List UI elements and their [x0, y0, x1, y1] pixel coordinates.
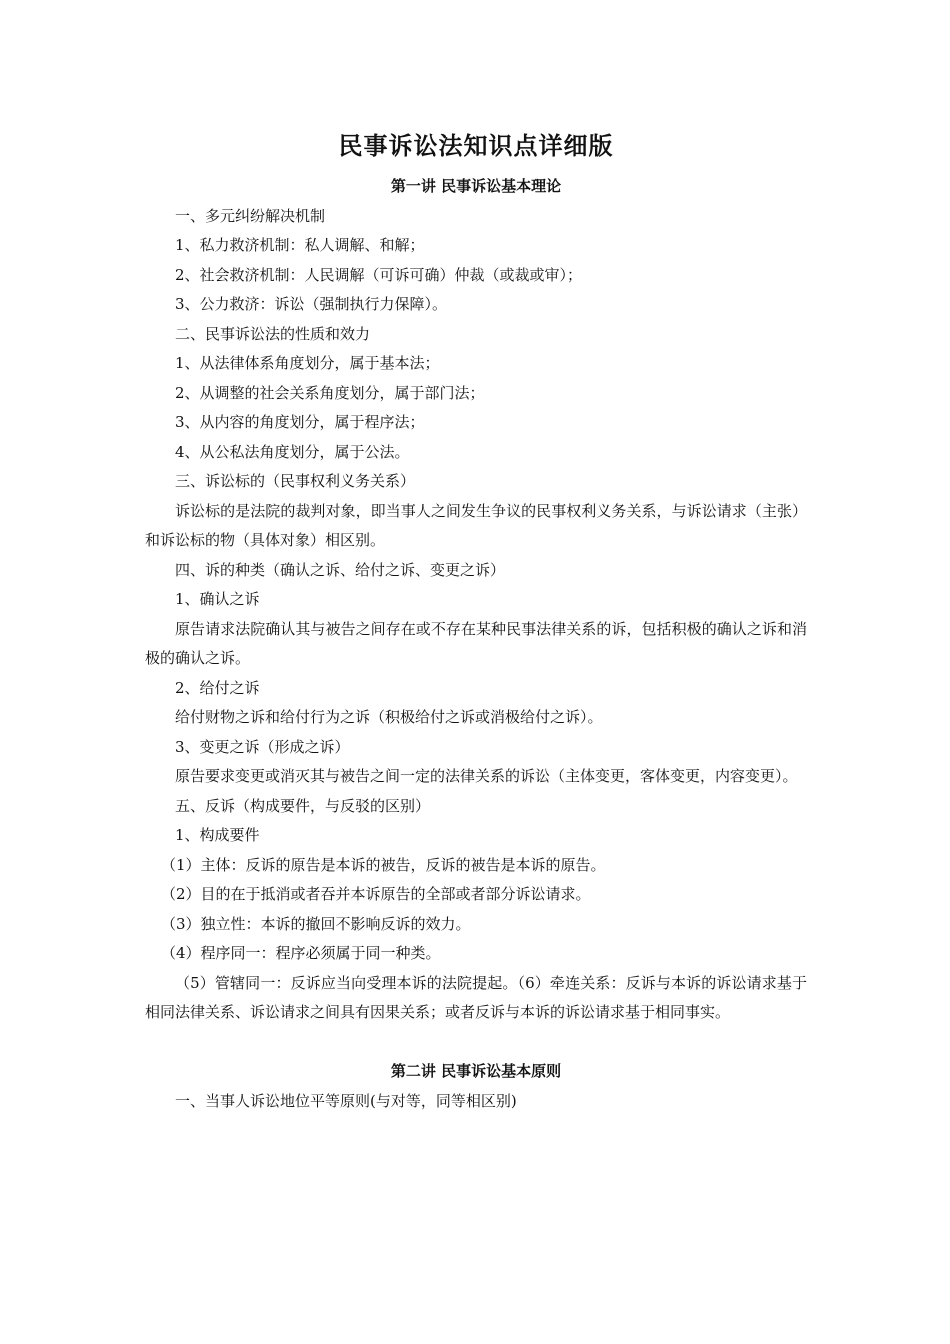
section-5-heading: 五、反诉（构成要件，与反驳的区别） — [175, 796, 431, 815]
paragraph: 2、从调整的社会关系角度划分，属于部门法； — [175, 383, 485, 402]
paragraph: 原告请求法院确认其与被告之间存在或不存在某种民事法律关系的诉，包括积极的确认之诉和消极的确认之诉。 — [145, 619, 807, 667]
document-title: 民事诉讼法知识点详细版 — [338, 132, 614, 160]
list-item: （2）目的在于抵消或者吞并本诉原告的全部或者部分诉讼请求。 — [161, 885, 591, 903]
lecture-2-heading: 第二讲 民事诉讼基本原则 — [390, 1062, 562, 1080]
spacer — [145, 1028, 807, 1058]
paragraph: 1、确认之诉 — [175, 590, 260, 608]
paragraph: 1、私力救济机制：私人调解、和解； — [175, 236, 425, 254]
list-item: （4）程序同一：程序必须属于同一种类。 — [161, 944, 441, 962]
paragraph: 2、社会救济机制：人民调解（可诉可确）仲裁（或裁或审）； — [175, 265, 583, 284]
paragraph: 2、给付之诉 — [175, 678, 260, 697]
section-4-heading: 四、诉的种类（确认之诉、给付之诉、变更之诉） — [175, 560, 506, 579]
paragraph: 诉讼标的是法院的裁判对象，即当事人之间发生争议的民事权利义务关系，与诉讼请求（主张）和诉讼标的物（具体对象）相区别。 — [145, 501, 807, 549]
lecture-1-heading: 第一讲 民事诉讼基本理论 — [390, 177, 562, 195]
section-1-heading: 一、多元纠纷解决机制 — [175, 206, 326, 225]
paragraph: 3、从内容的角度划分，属于程序法； — [175, 413, 425, 431]
paragraph: 1、从法律体系角度划分，属于基本法； — [175, 354, 440, 372]
list-item: （1）主体：反诉的原告是本诉的被告，反诉的被告是本诉的原告。 — [161, 855, 606, 874]
list-item: （3）独立性：本诉的撤回不影响反诉的效力。 — [161, 914, 471, 933]
paragraph: 3、公力救济：诉讼（强制执行力保障）。 — [175, 295, 448, 313]
paragraph: 1、构成要件 — [175, 826, 260, 844]
section-1-heading: 一、当事人诉讼地位平等原则(与对等，同等相区别) — [175, 1091, 517, 1110]
document-content — [145, 128, 807, 1116]
list-item: （5）管辖同一：反诉应当向受理本诉的法院提起。（6）牵连关系：反诉与本诉的诉讼请求基于相同法律关系、诉讼请求之间具有因果关系；或者反诉与本诉的诉讼请求基于相同事实。 — [145, 973, 807, 1021]
paragraph: 4、从公私法角度划分，属于公法。 — [175, 442, 410, 461]
section-2-heading: 二、民事诉讼法的性质和效力 — [175, 324, 371, 343]
paragraph: 3、变更之诉（形成之诉） — [175, 737, 350, 756]
paragraph: 原告要求变更或消灭其与被告之间一定的法律关系的诉讼（主体变更，客体变更，内容变更）。 — [175, 767, 798, 785]
section-3-heading: 三、诉讼标的（民事权利义务关系） — [175, 472, 416, 490]
paragraph: 给付财物之诉和给付行为之诉（积极给付之诉或消极给付之诉）。 — [175, 708, 603, 726]
